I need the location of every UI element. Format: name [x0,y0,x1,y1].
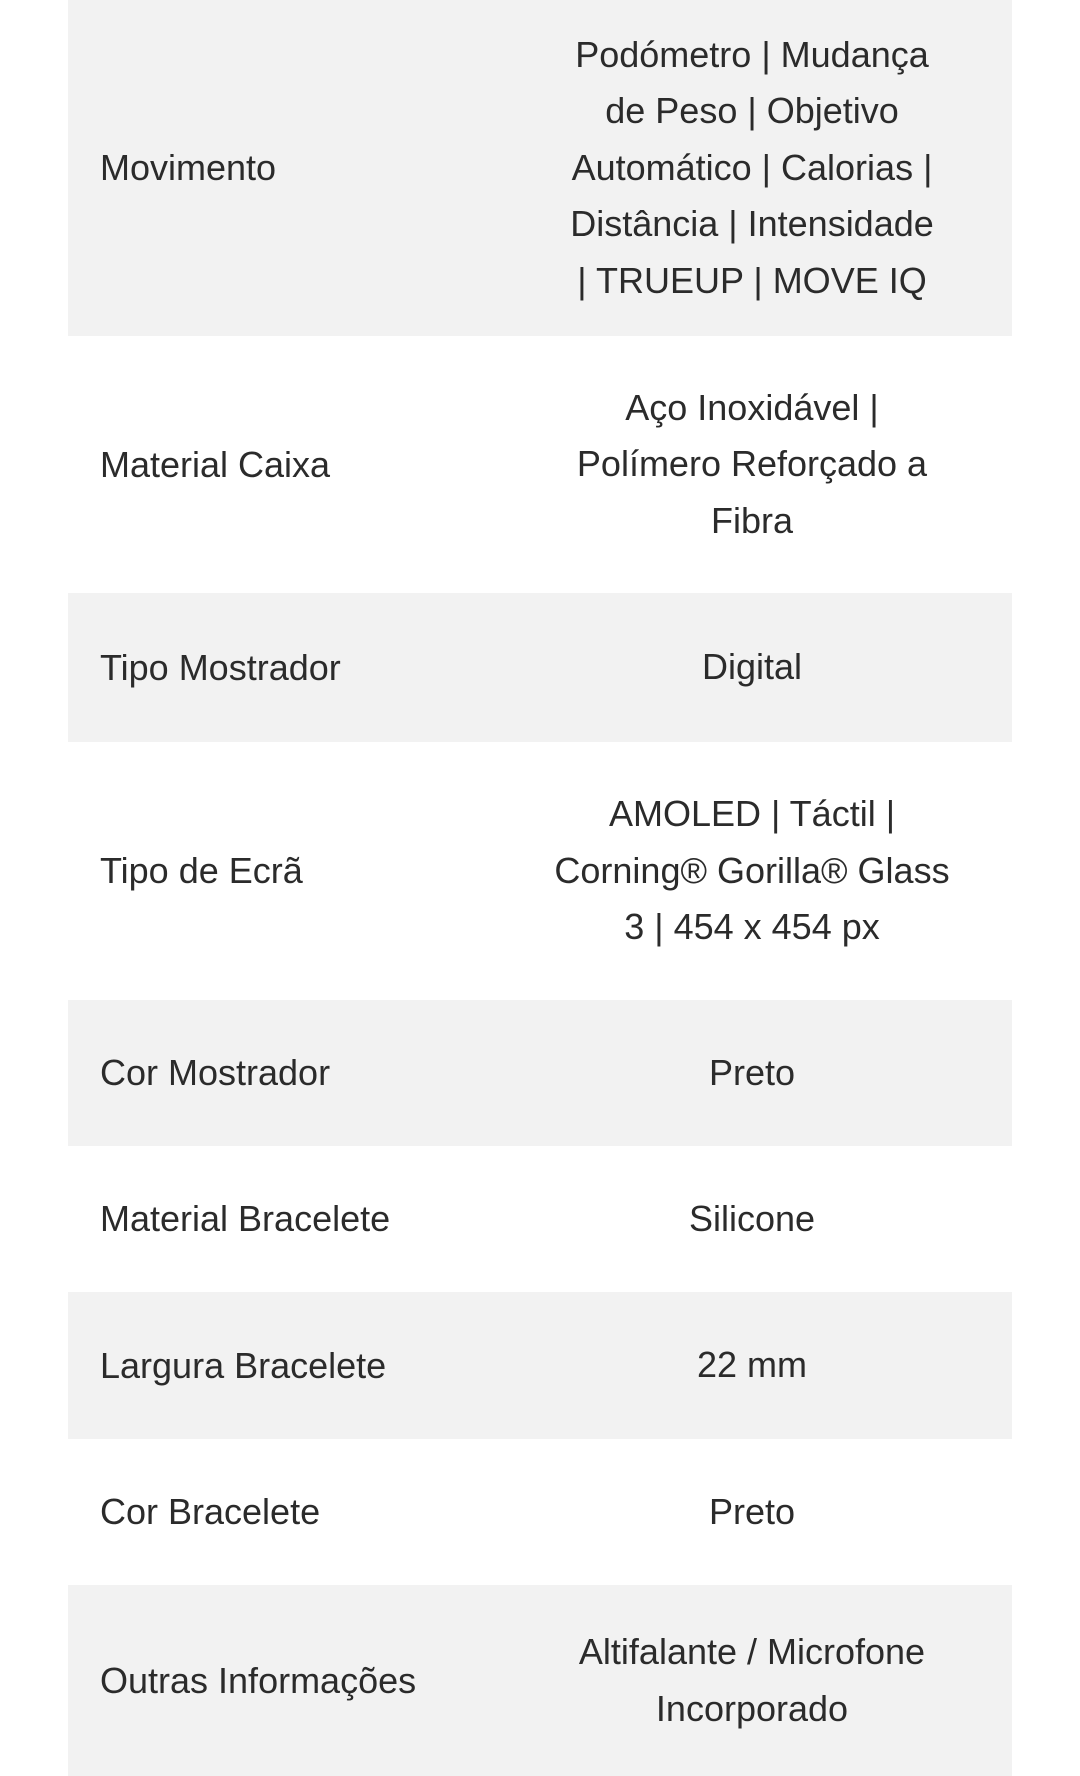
spec-value: 22 mm [696,1344,808,1386]
spec-label: Tipo de Ecrã [100,850,303,891]
spec-label: Outras Informações [100,1659,417,1701]
spec-row-largura-bracelete [68,1292,1012,1439]
spec-row-outras-informacoes [68,1585,1012,1776]
spec-row-material-bracelete [68,1146,1012,1292]
spec-label: Tipo Mostrador [100,646,341,688]
spec-table [68,0,1012,1776]
spec-row-movimento [68,0,1012,336]
spec-value: Digital [701,646,803,688]
spec-value: Aço Inoxidável | Polímero Reforçado a Fibra [576,386,928,541]
spec-row-cor-bracelete [68,1439,1012,1585]
spec-value: Podómetro | Mudança de Peso | Objetivo Automático | Calorias | Distância | Intensidade | TRUEUP | MOVE IQ [570,33,934,301]
spec-row-tipo-ecra [68,742,1012,1000]
spec-label: Material Bracelete [100,1198,391,1239]
spec-value: Preto [708,1490,796,1532]
spec-value: Silicone [688,1197,816,1239]
spec-row-cor-mostrador [68,1000,1012,1146]
spec-value: Preto [708,1051,796,1093]
spec-label: Material Caixa [100,443,331,485]
spec-label: Movimento [100,147,277,188]
spec-value: AMOLED | Táctil | Corning® Gorilla® Glass 3 | 454 x 454 px [554,793,950,948]
spec-label: Cor Mostrador [100,1052,331,1093]
spec-value: Altifalante / Microfone Incorporado [578,1631,926,1729]
spec-row-tipo-mostrador [68,593,1012,742]
spec-label: Cor Bracelete [100,1491,321,1532]
spec-row-material-caixa [68,336,1012,593]
spec-label: Largura Bracelete [100,1344,387,1386]
